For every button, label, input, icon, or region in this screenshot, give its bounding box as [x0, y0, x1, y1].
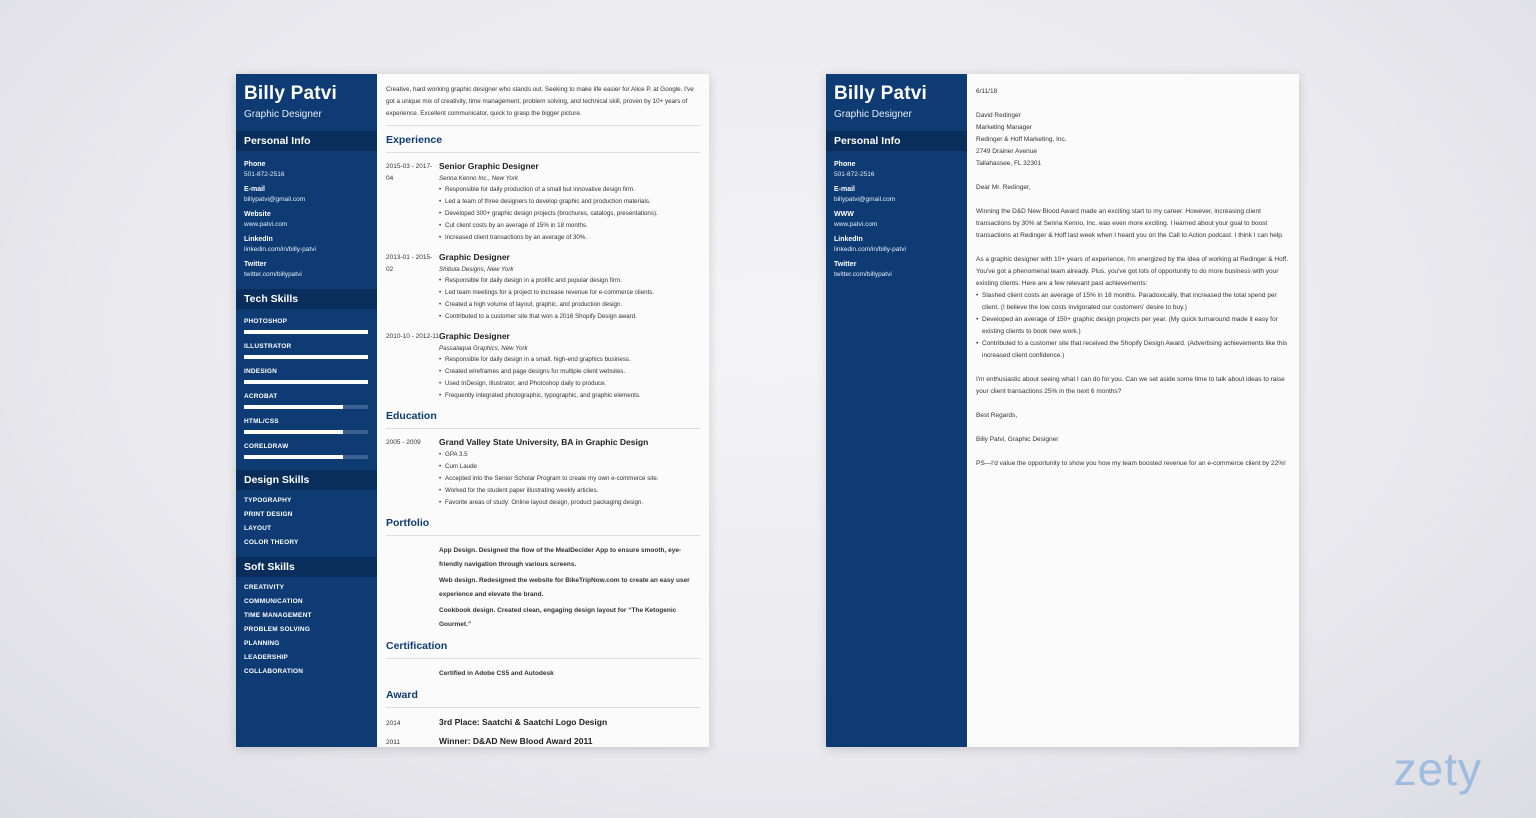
entry-title: Senior Graphic Designer — [439, 161, 539, 171]
resume-main — [377, 74, 709, 747]
letter-date: 6/11/18 — [976, 88, 998, 95]
tech-skills-list — [236, 318, 377, 459]
bullet-item: • Frequently integrated photographic, typographic, and graphic elements. — [439, 390, 700, 402]
resume-summary: Creative, hard working graphic designer who stands out. Seeking to make life easier for Alice P. at Google. I've got a unique mix of creativity, time management, problem solving, and technical skill, proven by 10+ years of experience. Excellent communicator, quick to grasp the bigger picture. — [386, 84, 700, 126]
experience-entry — [386, 331, 700, 402]
letter-paragraph: As a graphic designer with 10+ years of experience, I'm energized by the idea of working at Redinger & Hoff. You've got a phenomenal team already. Plus, you've got lots of opportunity to do more business with your existing clients. Here are a few relevant past achievements: — [976, 256, 1289, 287]
info-value: twitter.com/billypatvi — [244, 271, 302, 278]
info-label: Phone — [244, 161, 266, 168]
bullet-item: • Created wireframes and page designs for multiple client websites. — [439, 366, 700, 378]
design-skill-item: PRINT DESIGN — [244, 511, 293, 518]
letter-ps: PS—I'd value the opportunity to show you how my team boosted revenue for an e-commerce client by 22%! — [976, 460, 1286, 467]
info-value: www.patvi.com — [834, 221, 878, 228]
entry-date: 2005 - 2009 — [386, 439, 421, 446]
award-year: 2014 — [386, 720, 401, 727]
letter-name: Billy Patvi — [834, 83, 928, 104]
bullet-item: • Used InDesign, Illustrator, and Photoshop daily to produce. — [439, 378, 700, 390]
skill-bar — [244, 380, 368, 384]
letter-salutation: Dear Mr. Redinger, — [976, 184, 1031, 191]
soft-skill-item: CREATIVITY — [244, 584, 285, 591]
design-skill-item: LAYOUT — [244, 525, 272, 532]
letter-role: Graphic Designer — [834, 109, 912, 120]
letter-bullet: • Contributed to a customer site that received the Shopify Design Award. (Advertising achievements like this increased client confidence.) — [976, 338, 1290, 362]
soft-skill-item: LEADERSHIP — [244, 654, 288, 661]
resume-role: Graphic Designer — [244, 109, 322, 120]
recipient-line: Tallahassee, FL 32301 — [976, 160, 1042, 167]
entry-company: Passalaqua Graphics, New York — [439, 345, 528, 352]
zety-logo: zety — [1393, 743, 1482, 795]
skill-name: ACROBAT — [244, 393, 278, 400]
soft-skill-item: TIME MANAGEMENT — [244, 612, 312, 619]
entry-title: Graphic Designer — [439, 252, 510, 262]
bullet-item: • Cum Laude — [439, 461, 700, 473]
design-skill-item: TYPOGRAPHY — [244, 497, 292, 504]
cover-letter-page — [826, 74, 1299, 747]
info-label: E-mail — [834, 186, 856, 193]
letter-paragraph: Winning the D&D New Blood Award made an exciting start to my career. However, increasing client transactions by 30% at Senna Kenno, Inc. was even more exciting. I learned about your goal to boost transactions at Redinger & Hoff last week when I heard you on the Call to Action podcast. I think I can help. — [976, 208, 1284, 239]
skill-bar — [244, 430, 368, 434]
personal-info-heading: Personal Info — [826, 131, 967, 151]
letter-bullet: • Developed an average of 150+ graphic design projects per year. (My quick turnaround made it easy for existing clients to book new work.) — [976, 314, 1290, 338]
award-title: Winner: D&AD New Blood Award 2011 — [439, 736, 593, 746]
experience-entry — [386, 252, 700, 323]
soft-skills-list — [236, 584, 377, 675]
skill-bar-fill — [244, 380, 368, 384]
soft-skill-item: PLANNING — [244, 640, 280, 647]
info-label: WWW — [834, 211, 854, 218]
bullet-item: • Cut client costs by an average of 15% in 18 months. — [439, 220, 700, 232]
soft-skill-item: COMMUNICATION — [244, 598, 303, 605]
award-title: 3rd Place: Saatchi & Saatchi Logo Design — [439, 717, 608, 727]
bullet-item: • Created a high volume of layout, graphic, and production design. — [439, 299, 700, 311]
resume-page — [236, 74, 709, 747]
bullet-item: • Responsible for daily design in a small, high-end graphics business. — [439, 354, 700, 366]
award-entry — [386, 736, 700, 746]
bullet-item: • Accepted into the Senior Scholar Program to create my own e-commerce site. — [439, 473, 700, 485]
portfolio-item: Cookbook design. Created clean, engaging design layout for “The Ketogenic Gourmet.” — [439, 607, 677, 628]
entry-title: Graphic Designer — [439, 331, 510, 341]
info-label: Twitter — [834, 261, 857, 268]
entry-date: 2013-01 - 2015-02 — [386, 254, 433, 273]
bullet-item: • Favorite areas of study: Online layout design, product packaging design. — [439, 497, 700, 509]
education-entry — [386, 437, 700, 509]
info-label: Website — [244, 211, 271, 218]
skill-bar-fill — [244, 430, 343, 434]
soft-skill-item: PROBLEM SOLVING — [244, 626, 311, 633]
info-value: www.patvi.com — [244, 221, 288, 228]
bullet-item: • Led a team of three designers to develop graphic and production materials. — [439, 196, 700, 208]
design-skill-item: COLOR THEORY — [244, 539, 299, 546]
design-skills-heading: Design Skills — [236, 470, 377, 490]
info-label: Twitter — [244, 261, 267, 268]
resume-sidebar — [236, 74, 377, 747]
resume-name: Billy Patvi — [244, 83, 338, 104]
letter-closing: Best Regards, — [976, 412, 1018, 419]
personal-info-list — [826, 151, 967, 278]
recipient-line: David Redinger — [976, 112, 1021, 119]
portfolio-heading: Portfolio — [386, 517, 700, 536]
info-label: LinkedIn — [834, 236, 863, 243]
bullet-item: • GPA 3.5 — [439, 449, 700, 461]
info-value: billypatvi@gmail.com — [834, 196, 896, 203]
skill-name: ILLUSTRATOR — [244, 343, 292, 350]
letter-bullet: • Slashed client costs an average of 15% in 18 months. Paradoxically, that increased the total spend per client. (I believe the low costs invigorated our customers' desire to buy.) — [976, 290, 1290, 314]
info-label: LinkedIn — [244, 236, 273, 243]
bullet-item: • Worked for the student paper illustrating weekly articles. — [439, 485, 700, 497]
skill-bar — [244, 330, 368, 334]
soft-skills-heading: Soft Skills — [236, 557, 377, 577]
education-heading: Education — [386, 410, 700, 429]
personal-info-list — [236, 151, 377, 278]
skill-name: HTML/CSS — [244, 418, 279, 425]
tech-skills-heading: Tech Skills — [236, 289, 377, 309]
info-value: billypatvi@gmail.com — [244, 196, 306, 203]
info-label: Phone — [834, 161, 856, 168]
info-value: linkedin.com/in/billy-patvi — [244, 246, 316, 253]
skill-bar — [244, 355, 368, 359]
bullet-item: • Responsible for daily production of a small but innovative design firm. — [439, 184, 700, 196]
skill-bar-fill — [244, 330, 368, 334]
info-value: twitter.com/billypatvi — [834, 271, 892, 278]
entry-company: Senna Kenno Inc., New York — [439, 175, 518, 182]
entry-date: 2015-03 - 2017-04 — [386, 163, 433, 182]
info-value: 501-872-2516 — [244, 171, 285, 178]
portfolio-item: App Design. Designed the flow of the MealDecider App to ensure smooth, eye-friendly navigation through various screens. — [439, 547, 682, 568]
award-entry — [386, 717, 700, 727]
skill-bar-fill — [244, 405, 343, 409]
experience-entry — [386, 161, 700, 244]
recipient-line: Marketing Manager — [976, 124, 1032, 131]
portfolio-item: Web design. Redesigned the website for BikeTripNow.com to create an easy user experience and elevate the brand. — [439, 577, 690, 598]
skill-bar — [244, 405, 368, 409]
info-value: 501-872-2516 — [834, 171, 875, 178]
letter-paragraph: I'm enthusiastic about seeing what I can do for you. Can we set aside some time to talk about ideas to raise your client transactions 25% in the next 6 months? — [976, 376, 1285, 395]
soft-skill-item: COLLABORATION — [244, 668, 304, 675]
recipient-line: 2749 Drainer Avenue — [976, 148, 1037, 155]
letter-recipient — [976, 110, 1290, 170]
entry-date: 2010-10 - 2012-11 — [386, 333, 440, 340]
skill-bar-fill — [244, 455, 343, 459]
certification-item: Certified in Adobe CS5 and Autodesk — [439, 670, 554, 677]
award-year: 2011 — [386, 739, 400, 746]
letter-body — [967, 74, 1299, 747]
info-label: E-mail — [244, 186, 266, 193]
skill-bar — [244, 455, 368, 459]
bullet-item: • Responsible for daily design in a prolific and popular design firm. — [439, 275, 700, 287]
experience-heading: Experience — [386, 134, 700, 153]
skill-name: PHOTOSHOP — [244, 318, 288, 325]
letter-sidebar — [826, 74, 967, 747]
info-value: linkedin.com/in/billy-patvi — [834, 246, 906, 253]
letter-signature: Billy Patvi, Graphic Designer — [976, 436, 1059, 443]
award-heading: Award — [386, 689, 700, 708]
bullet-item: • Increased client transactions by an average of 30%. — [439, 232, 700, 244]
entry-company: Shibula Designs, New York — [439, 266, 514, 273]
recipient-line: Redinger & Hoff Marketing, Inc. — [976, 136, 1067, 143]
skill-name: CORELDRAW — [244, 443, 289, 450]
personal-info-heading: Personal Info — [236, 131, 377, 151]
design-skills-list — [236, 497, 377, 546]
bullet-item: • Contributed to a customer site that won a 2016 Shopify Design award. — [439, 311, 700, 323]
bullet-item: • Led team meetings for a project to increase revenue for e-commerce clients. — [439, 287, 700, 299]
bullet-item: • Developed 300+ graphic design projects (brochures, catalogs, presentations). — [439, 208, 700, 220]
entry-title: Grand Valley State University, BA in Graphic Design — [439, 437, 649, 447]
skill-bar-fill — [244, 355, 368, 359]
skill-name: INDESIGN — [244, 368, 278, 375]
certification-heading: Certification — [386, 640, 700, 659]
letter-paragraph-with-list — [976, 254, 1290, 362]
